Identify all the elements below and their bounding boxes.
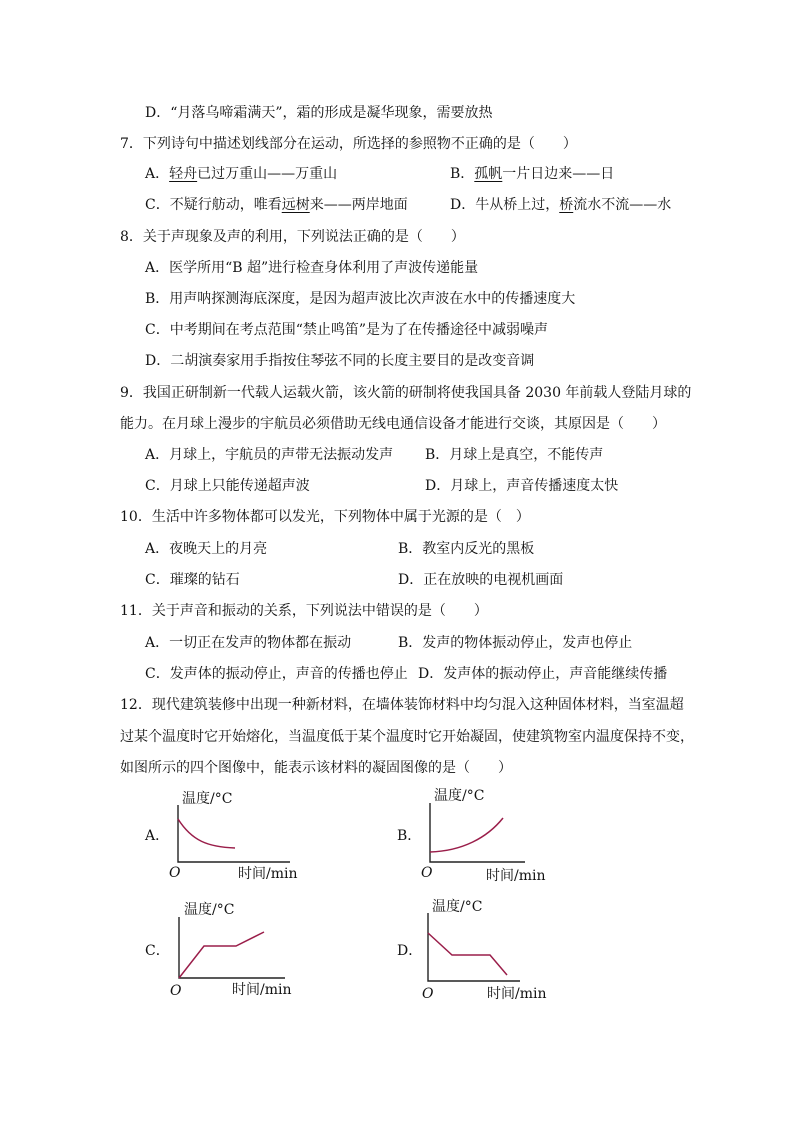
graph-d-curve	[428, 933, 507, 975]
graph-d-origin: O	[422, 986, 434, 1002]
graph-c-origin: O	[170, 983, 182, 999]
q8-option-c: C．中考期间在考点范围“禁止鸣笛”是为了在传播途径中减弱噪声	[145, 322, 549, 338]
q7-c-post: 来——两岸地面	[309, 197, 408, 213]
q7-d-pre: D．牛从桥上过，	[450, 197, 560, 213]
graph-d-xlabel: 时间/min	[487, 986, 547, 1002]
graph-b-curve	[430, 818, 503, 852]
graph-c-ylabel: 温度/°C	[184, 902, 235, 918]
q7-stem: 7．下列诗句中描述划线部分在运动，所选择的参照物不正确的是（ ）	[120, 136, 577, 152]
q7-option-d	[450, 195, 671, 215]
q7-b-post: 一片日边来——日	[502, 166, 615, 182]
q6-option-d: D．“月落乌啼霜满天”，霜的形成是凝华现象，需要放热	[145, 105, 493, 121]
q9-stem-line1: 9．我国正研制新一代载人运载火箭，该火箭的研制将使我国具备 2030 年前载人登陆月球的	[120, 385, 692, 401]
graph-d-axes	[428, 913, 520, 981]
q10-option-c: C．璀璨的钻石	[145, 572, 240, 588]
q11-option-b: B．发声的物体振动停止，发声也停止	[398, 635, 633, 651]
q11-option-a: A．一切正在发声的物体都在振动	[145, 635, 352, 651]
q10-option-a: A．夜晚天上的月亮	[145, 541, 268, 557]
graph-d-letter: D．	[397, 943, 423, 959]
graph-d	[392, 895, 592, 1005]
graph-b-xlabel: 时间/min	[486, 868, 546, 884]
q9-stem-line2: 能力。在月球上漫步的宇航员必须借助无线电通信设备才能进行交谈，其原因是（ ）	[120, 416, 666, 432]
q7-option-c	[145, 195, 408, 215]
q9-option-b: B．月球上是真空，不能传声	[425, 447, 604, 463]
q7-c-underlined: 远树	[281, 197, 310, 213]
q7-d-underlined: 桥	[559, 197, 574, 213]
graph-a	[140, 783, 340, 888]
q8-stem: 8．关于声现象及声的利用，下列说法正确的是（ ）	[120, 229, 465, 245]
graph-b	[392, 783, 592, 888]
q8-option-a: A．医学所用“B 超”进行检查身体利用了声波传递能量	[145, 260, 479, 276]
q8-option-d: D．二胡演奏家用手指按住琴弦不同的长度主要目的是改变音调	[145, 353, 535, 369]
q9-option-d: D．月球上，声音传播速度太快	[425, 478, 619, 494]
graph-b-letter: B．	[397, 828, 422, 844]
q12-stem-line1: 12．现代建筑装修中出现一种新材料，在墙体装饰材料中均匀混入这种固体材料，当室温超	[120, 697, 684, 713]
q11-option-c: C．发声体的振动停止，声音的传播也停止	[145, 666, 408, 682]
q7-a-pre: A．	[145, 166, 170, 182]
q12-stem-line2: 过某个温度时它开始熔化，当温度低于某个温度时它开始凝固，使建筑物室内温度保持不变，	[120, 729, 694, 745]
graph-b-axes	[430, 803, 525, 862]
q7-option-b	[450, 164, 614, 184]
graph-b-ylabel: 温度/°C	[434, 788, 485, 804]
graph-a-axes	[178, 805, 290, 862]
q7-d-post: 流水不流——水	[573, 197, 672, 213]
graph-a-letter: A．	[145, 828, 170, 844]
q10-stem: 10．生活中许多物体都可以发光，下列物体中属于光源的是（ ）	[120, 509, 530, 525]
q7-option-a	[145, 164, 337, 184]
graph-c-axes	[179, 917, 285, 978]
q8-option-b: B．用声呐探测海底深度，是因为超声波比次声波在水中的传播速度大	[145, 291, 576, 307]
q9-option-a: A．月球上，宇航员的声带无法振动发声	[145, 447, 394, 463]
q12-stem-line3: 如图所示的四个图像中，能表示该材料的凝固图像的是（ ）	[120, 760, 512, 776]
graph-c-letter: C．	[145, 943, 170, 959]
q11-option-d: D．发声体的振动停止，声音能继续传播	[418, 666, 668, 682]
q7-a-post: 已过万重山——万重山	[197, 166, 338, 182]
q7-c-pre: C．不疑行舫动，唯看	[145, 197, 282, 213]
graph-c-xlabel: 时间/min	[232, 982, 292, 998]
q7-b-pre: B．	[450, 166, 475, 182]
graph-a-ylabel: 温度/°C	[182, 791, 233, 807]
q7-a-underlined: 轻舟	[169, 166, 198, 182]
q9-option-c: C．月球上只能传递超声波	[145, 478, 310, 494]
graph-a-xlabel: 时间/min	[238, 866, 298, 882]
q11-stem: 11．关于声音和振动的关系，下列说法中错误的是（ ）	[120, 603, 488, 619]
graph-b-origin: O	[421, 865, 433, 881]
q10-option-b: B．教室内反光的黑板	[398, 541, 535, 557]
graph-d-ylabel: 温度/°C	[432, 899, 483, 915]
graph-c-curve	[179, 932, 264, 978]
graph-a-curve	[178, 819, 235, 848]
q7-b-underlined: 孤帆	[474, 166, 503, 182]
graph-c	[140, 895, 340, 1005]
q10-option-d: D．正在放映的电视机画面	[398, 572, 564, 588]
graph-a-origin: O	[169, 865, 181, 881]
